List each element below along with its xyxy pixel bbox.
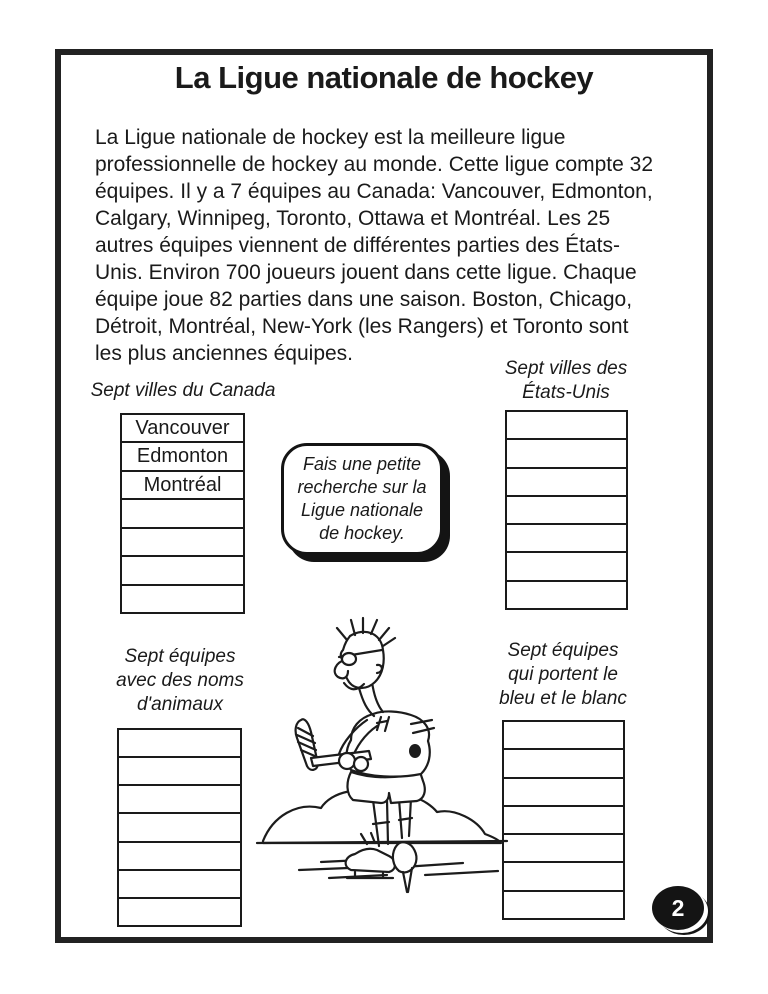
- hockey-player-illustration: [255, 610, 525, 908]
- table-cell-blank[interactable]: [119, 897, 240, 925]
- animal-teams-table: [117, 728, 242, 927]
- text-line: autres équipes viennent de différentes parties des États-: [95, 234, 620, 257]
- canada-table: [120, 413, 245, 614]
- table-cell-blank[interactable]: [119, 869, 240, 897]
- text-line: professionnelle de hockey au monde. Cette ligue compte 32: [95, 153, 654, 176]
- page-number-badge: 2: [652, 886, 704, 930]
- text-line: bleu et le blanc: [499, 688, 627, 709]
- text-line: recherche sur la: [297, 477, 427, 497]
- text-line: La Ligue nationale de hockey est la meilleure ligue: [95, 126, 566, 149]
- table-cell-blank[interactable]: [507, 551, 626, 579]
- worksheet-title: La Ligue nationale de hockey: [174, 60, 594, 95]
- table-cell-blank[interactable]: [122, 498, 243, 526]
- intro-paragraph: [95, 124, 695, 367]
- table-cell-blank[interactable]: [119, 784, 240, 812]
- text-line: qui portent le: [508, 664, 618, 685]
- table-cell-blank[interactable]: [119, 730, 240, 756]
- table-cell-blank[interactable]: [119, 756, 240, 784]
- text-line: équipe joue 82 parties dans une saison. Boston, Chicago,: [95, 288, 633, 311]
- table-cell-blank[interactable]: [119, 841, 240, 869]
- text-line: équipes. Il y a 7 équipes au Canada: Vancouver, Edmonton,: [95, 180, 653, 203]
- text-line: Sept villes du Canada: [90, 380, 276, 401]
- text-line: États-Unis: [522, 382, 610, 403]
- table-cell-blank[interactable]: [507, 412, 626, 438]
- text-line: Unis. Environ 700 joueurs jouent dans cette ligue. Chaque: [95, 261, 637, 284]
- text-line: les plus anciennes équipes.: [95, 342, 354, 365]
- animal-teams-heading: [80, 645, 280, 717]
- table-cell-blank[interactable]: [507, 580, 626, 608]
- table-cell-blank[interactable]: [507, 523, 626, 551]
- text-line: d'animaux: [136, 694, 223, 715]
- table-cell-blank[interactable]: [122, 527, 243, 555]
- text-line: Sept équipes: [124, 646, 236, 667]
- table-cell-blank[interactable]: [507, 467, 626, 495]
- text-line: Détroit, Montréal, New-York (les Rangers) et Toronto sont: [95, 315, 629, 338]
- text-line: avec des noms: [116, 670, 244, 691]
- table-cell-blank[interactable]: [119, 812, 240, 840]
- text-line: Fais une petite: [302, 454, 422, 474]
- text-line: de hockey.: [319, 523, 405, 543]
- skate: [346, 849, 395, 872]
- usa-table: [505, 410, 628, 610]
- text-line: Ligue nationale: [300, 500, 424, 520]
- text-line: Calgary, Winnipeg, Toronto, Ottawa et Montréal. Les 25: [95, 207, 611, 230]
- text-line: Sept équipes: [507, 640, 619, 661]
- table-cell-blank[interactable]: [122, 584, 243, 612]
- speech-bubble: [281, 443, 443, 555]
- table-cell-filled: Edmonton: [122, 441, 243, 469]
- text-line: Sept villes des: [504, 358, 628, 379]
- table-cell-filled: Vancouver: [135, 416, 230, 439]
- usa-table-heading: [466, 357, 666, 405]
- table-cell-blank[interactable]: [507, 438, 626, 466]
- table-cell-filled: Montréal: [122, 470, 243, 498]
- canada-table-heading: [63, 379, 303, 403]
- table-cell-blank[interactable]: [507, 495, 626, 523]
- table-cell-blank[interactable]: [122, 555, 243, 583]
